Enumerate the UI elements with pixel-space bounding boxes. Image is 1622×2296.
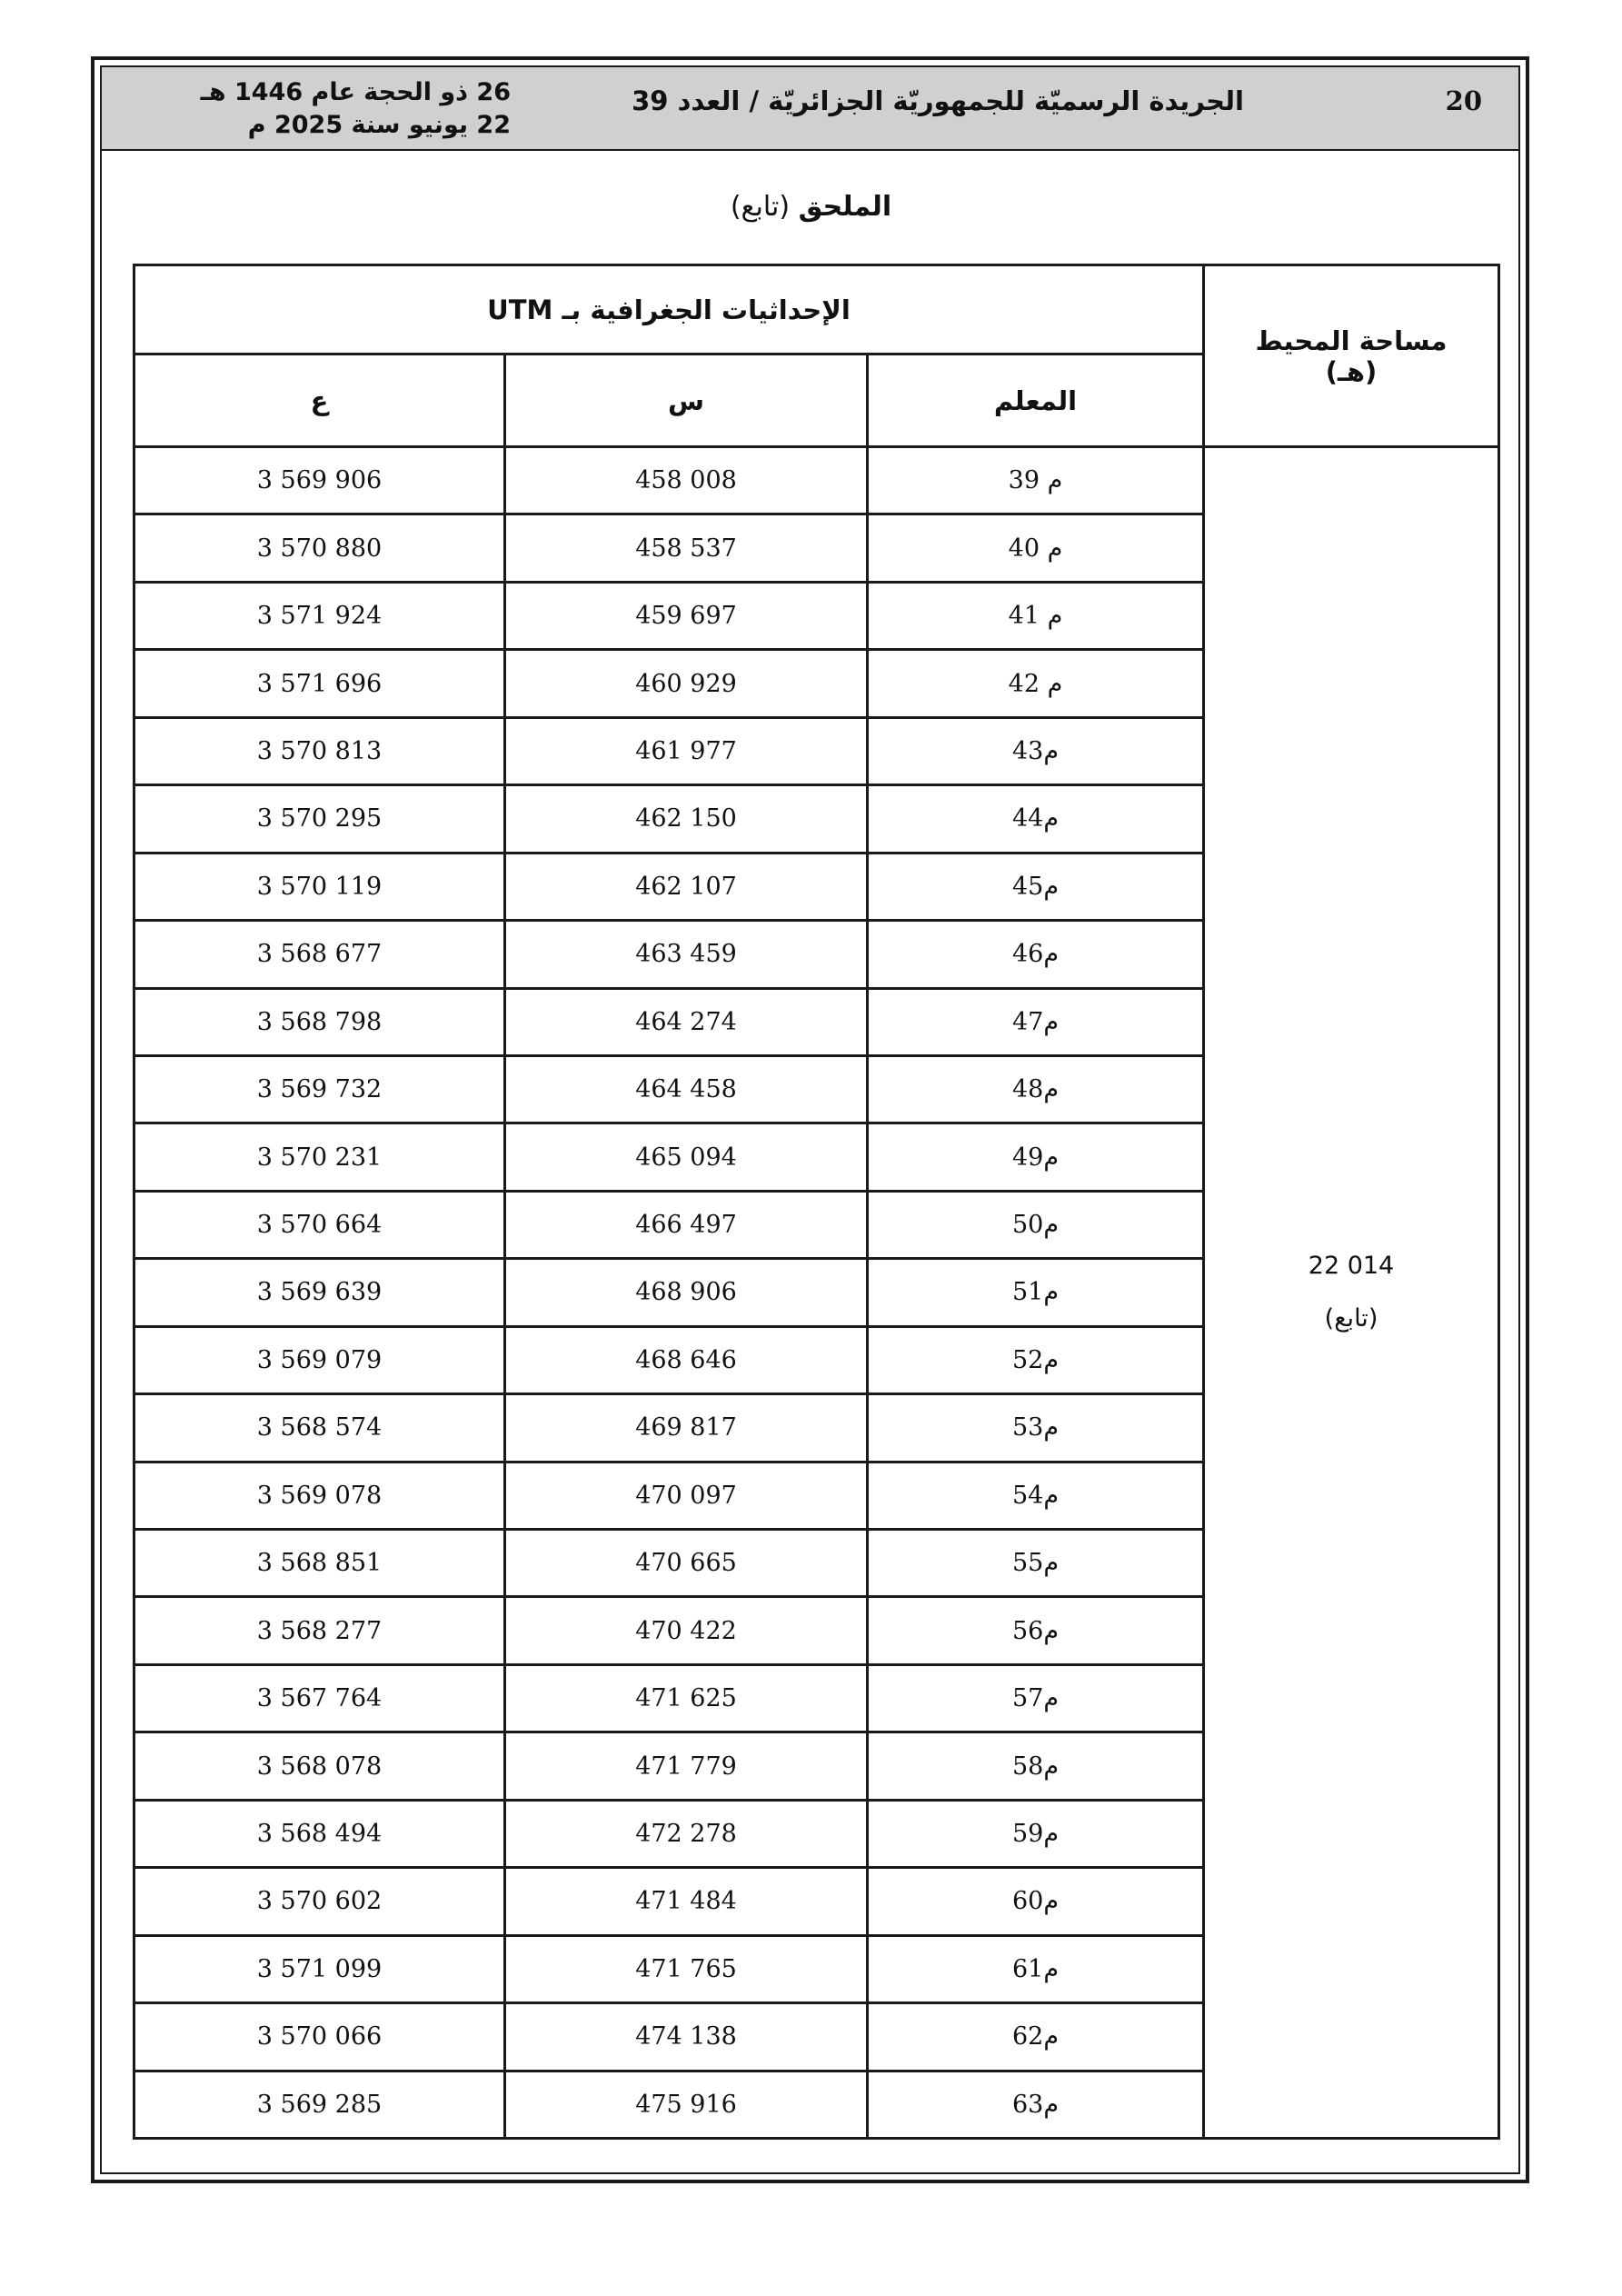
- y-cell: 3 571 924: [134, 582, 505, 649]
- annex-title: الملحق: [798, 191, 892, 223]
- y-cell: 3 570 813: [134, 717, 505, 784]
- point-cell: م56: [868, 1597, 1204, 1664]
- x-cell: 460 929: [505, 650, 868, 717]
- x-cell: 470 097: [505, 1462, 868, 1529]
- y-cell: 3 570 295: [134, 785, 505, 853]
- x-cell: 461 977: [505, 717, 868, 784]
- x-cell: 464 458: [505, 1055, 868, 1123]
- area-cell: [1204, 447, 1499, 2139]
- y-cell: 3 569 079: [134, 1326, 505, 1393]
- y-cell: 3 569 078: [134, 1462, 505, 1529]
- annex-heading: [0, 191, 1622, 223]
- y-cell: 3 569 285: [134, 2071, 505, 2139]
- point-cell: م57: [868, 1664, 1204, 1732]
- point-cell: م49: [868, 1123, 1204, 1191]
- x-cell: 470 665: [505, 1530, 868, 1597]
- point-cell: م60: [868, 1868, 1204, 1935]
- x-header: س: [505, 354, 868, 447]
- point-cell: م 40: [868, 514, 1204, 582]
- point-cell: م 39: [868, 447, 1204, 514]
- point-cell: م45: [868, 853, 1204, 920]
- page-number: 20: [1445, 85, 1482, 116]
- y-cell: 3 568 574: [134, 1394, 505, 1462]
- point-cell: م58: [868, 1732, 1204, 1800]
- point-cell: م53: [868, 1394, 1204, 1462]
- table-row: [134, 447, 1499, 514]
- point-cell: م46: [868, 921, 1204, 988]
- x-cell: 462 150: [505, 785, 868, 853]
- header-hijri-date: 26 ذو الحجة عام 1446 هـ: [200, 78, 511, 106]
- y-cell: 3 570 602: [134, 1868, 505, 1935]
- y-cell: 3 571 099: [134, 1935, 505, 2002]
- point-cell: م61: [868, 1935, 1204, 2002]
- point-cell: م43: [868, 717, 1204, 784]
- x-cell: 474 138: [505, 2003, 868, 2071]
- point-cell: م59: [868, 1800, 1204, 1867]
- x-cell: 472 278: [505, 1800, 868, 1867]
- x-cell: 471 765: [505, 1935, 868, 2002]
- x-cell: 471 484: [505, 1868, 868, 1935]
- y-cell: 3 568 798: [134, 988, 505, 1055]
- y-cell: 3 567 764: [134, 1664, 505, 1732]
- area-header-label: مساحة المحيط: [1255, 324, 1448, 356]
- coordinates-table: [133, 264, 1500, 2140]
- y-cell: 3 569 639: [134, 1259, 505, 1326]
- point-cell: م 42: [868, 650, 1204, 717]
- x-cell: 468 646: [505, 1326, 868, 1393]
- x-cell: 466 497: [505, 1191, 868, 1258]
- point-cell: م63: [868, 2071, 1204, 2139]
- header-dates: [129, 76, 511, 142]
- x-cell: 471 625: [505, 1664, 868, 1732]
- y-cell: 3 570 066: [134, 2003, 505, 2071]
- y-cell: 3 568 494: [134, 1800, 505, 1867]
- area-header-unit: (هـ): [1325, 355, 1378, 387]
- y-cell: 3 569 906: [134, 447, 505, 514]
- point-cell: م62: [868, 2003, 1204, 2071]
- y-cell: 3 570 119: [134, 853, 505, 920]
- point-cell: م52: [868, 1326, 1204, 1393]
- point-cell: م44: [868, 785, 1204, 853]
- x-cell: 475 916: [505, 2071, 868, 2139]
- y-cell: 3 570 880: [134, 514, 505, 582]
- x-cell: 464 274: [505, 988, 868, 1055]
- area-note: (تابع): [1324, 1304, 1378, 1333]
- point-cell: م 41: [868, 582, 1204, 649]
- x-cell: 458 537: [505, 514, 868, 582]
- annex-subtitle: (تابع): [730, 191, 791, 223]
- table-body: [134, 447, 1499, 2139]
- point-cell: م54: [868, 1462, 1204, 1529]
- y-cell: 3 568 851: [134, 1530, 505, 1597]
- header-title: الجريدة الرسميّة للجمهوريّة الجزائريّة / العدد 39: [632, 85, 1244, 116]
- coords-header: الإحداثيات الجغرافية بـ UTM: [134, 265, 1204, 354]
- x-cell: 469 817: [505, 1394, 868, 1462]
- y-cell: 3 569 732: [134, 1055, 505, 1123]
- x-cell: 471 779: [505, 1732, 868, 1800]
- y-cell: 3 570 231: [134, 1123, 505, 1191]
- point-cell: م55: [868, 1530, 1204, 1597]
- page-header: [102, 67, 1518, 151]
- x-cell: 463 459: [505, 921, 868, 988]
- x-cell: 462 107: [505, 853, 868, 920]
- x-cell: 468 906: [505, 1259, 868, 1326]
- y-header: ع: [134, 354, 505, 447]
- y-cell: 3 568 277: [134, 1597, 505, 1664]
- x-cell: 465 094: [505, 1123, 868, 1191]
- area-value: 22 014: [1308, 1252, 1395, 1280]
- point-cell: م51: [868, 1259, 1204, 1326]
- y-cell: 3 570 664: [134, 1191, 505, 1258]
- area-header: [1204, 265, 1499, 447]
- x-cell: 458 008: [505, 447, 868, 514]
- point-header: المعلم: [868, 354, 1204, 447]
- header-gregorian-date: 22 يونيو سنة 2025 م: [247, 111, 511, 139]
- y-cell: 3 571 696: [134, 650, 505, 717]
- y-cell: 3 568 677: [134, 921, 505, 988]
- x-cell: 459 697: [505, 582, 868, 649]
- point-cell: م47: [868, 988, 1204, 1055]
- point-cell: م48: [868, 1055, 1204, 1123]
- y-cell: 3 568 078: [134, 1732, 505, 1800]
- point-cell: م50: [868, 1191, 1204, 1258]
- x-cell: 470 422: [505, 1597, 868, 1664]
